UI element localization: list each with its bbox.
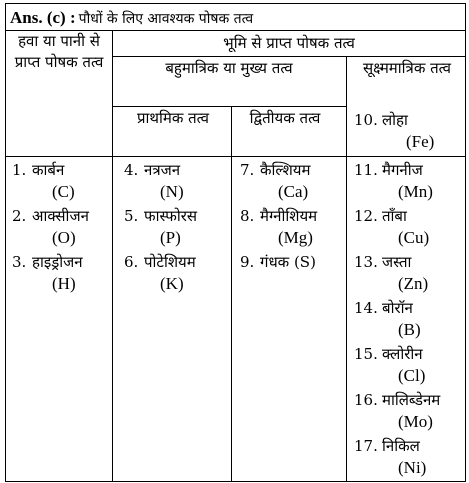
item-number: 12. xyxy=(354,207,378,225)
header-macro xyxy=(113,58,345,79)
column-divider xyxy=(112,30,113,482)
item-number: 5. xyxy=(124,207,139,225)
header-air-water-text: हवा या पानी से प्राप्त पोषक तत्व xyxy=(14,32,104,71)
column-divider xyxy=(346,56,347,482)
item-symbol: (Cl) xyxy=(398,366,426,385)
list-item xyxy=(354,252,465,298)
item-symbol: (Ni) xyxy=(398,458,427,477)
list-item xyxy=(240,252,345,298)
item-number: 10. xyxy=(354,111,378,129)
list-item xyxy=(354,436,465,482)
list-item xyxy=(124,252,230,298)
item-name: लोहा xyxy=(382,111,408,129)
item-name: क्लोरीन xyxy=(382,345,423,363)
item-name: ताँबा xyxy=(382,207,407,225)
list-item xyxy=(12,252,110,298)
item-symbol: (Zn) xyxy=(398,274,429,293)
item-symbol: (Fe) xyxy=(406,132,435,151)
answer-headline xyxy=(5,3,466,30)
row-divider xyxy=(112,106,346,107)
item-number: 9. xyxy=(240,253,255,271)
item-symbol: (Ca) xyxy=(278,182,309,201)
header-micro-text: सूक्ष्ममात्रिक तत्व xyxy=(363,59,451,77)
item-name: कार्बन xyxy=(32,161,65,179)
item-symbol: (H) xyxy=(52,274,76,293)
header-primary-text: प्राथमिक तत्व xyxy=(136,109,209,127)
column-divider xyxy=(231,106,232,482)
list-item xyxy=(354,298,465,344)
item-number: 13. xyxy=(354,253,378,271)
item-symbol: (Mg) xyxy=(278,228,313,247)
item-name: फास्फोरस xyxy=(144,207,198,225)
item-number: 4. xyxy=(124,161,139,179)
item-number: 15. xyxy=(354,345,378,363)
header-micro xyxy=(350,58,464,79)
item-name: पोटेशियम xyxy=(144,253,196,271)
item-symbol: (K) xyxy=(160,274,184,293)
list-item xyxy=(354,110,464,156)
header-secondary-text: द्वितीयक तत्व xyxy=(249,109,321,127)
primary-list xyxy=(124,160,230,298)
list-item xyxy=(240,160,345,206)
header-primary xyxy=(128,108,218,129)
item-name: मैग्नीशियम xyxy=(260,207,318,225)
item-number: 7. xyxy=(240,161,255,179)
secondary-list xyxy=(240,160,345,298)
list-item xyxy=(240,206,345,252)
list-item xyxy=(124,206,230,252)
item-name: नत्रजन xyxy=(144,161,181,179)
answer-title: पौधों के लिए आवश्यक पोषक तत्व xyxy=(78,11,254,27)
item-number: 11. xyxy=(354,161,378,179)
item-symbol: (P) xyxy=(160,228,181,247)
item-name: निकिल xyxy=(382,437,420,455)
item-symbol: (C) xyxy=(52,182,75,201)
row-divider xyxy=(112,56,466,57)
air-water-list xyxy=(12,160,110,298)
list-item xyxy=(12,206,110,252)
header-macro-text: बहुमात्रिक या मुख्य तत्व xyxy=(165,59,293,77)
header-soil-text: भूमि से प्राप्त पोषक तत्व xyxy=(223,34,355,52)
item-number: 17. xyxy=(354,437,378,455)
item-number: 1. xyxy=(12,161,27,179)
header-air-water xyxy=(8,31,110,73)
micro-list xyxy=(354,160,465,482)
list-item xyxy=(12,160,110,206)
item-number: 3. xyxy=(12,253,27,271)
item-name: कैल्शियम xyxy=(260,161,311,179)
item-name: आक्सीजन xyxy=(32,207,89,225)
header-soil xyxy=(113,31,465,55)
item-number: 6. xyxy=(124,253,139,271)
item-number: 14. xyxy=(354,299,378,317)
micro-header-item xyxy=(354,110,464,156)
item-name: हाइड्रोजन xyxy=(32,253,83,271)
item-name: गंधक (S) xyxy=(260,253,316,271)
item-symbol: (Cu) xyxy=(398,228,430,247)
answer-label: Ans. (c) : xyxy=(10,8,76,27)
item-number: 16. xyxy=(354,391,378,409)
list-item xyxy=(354,160,465,206)
list-item xyxy=(124,160,230,206)
item-name: बोरॉन xyxy=(382,299,413,317)
row-divider xyxy=(5,156,466,157)
item-symbol: (Mn) xyxy=(398,182,433,201)
item-symbol: (Mo) xyxy=(398,412,433,431)
header-secondary xyxy=(240,108,330,129)
item-name: मालिब्डेनम xyxy=(382,391,441,409)
item-number: 8. xyxy=(240,207,255,225)
list-item xyxy=(354,344,465,390)
item-name: जस्ता xyxy=(382,253,412,271)
list-item xyxy=(354,390,465,436)
list-item xyxy=(354,206,465,252)
item-name: मैगनीज xyxy=(382,161,423,179)
item-symbol: (B) xyxy=(398,320,421,339)
item-symbol: (O) xyxy=(52,228,76,247)
item-number: 2. xyxy=(12,207,27,225)
item-symbol: (N) xyxy=(160,182,184,201)
